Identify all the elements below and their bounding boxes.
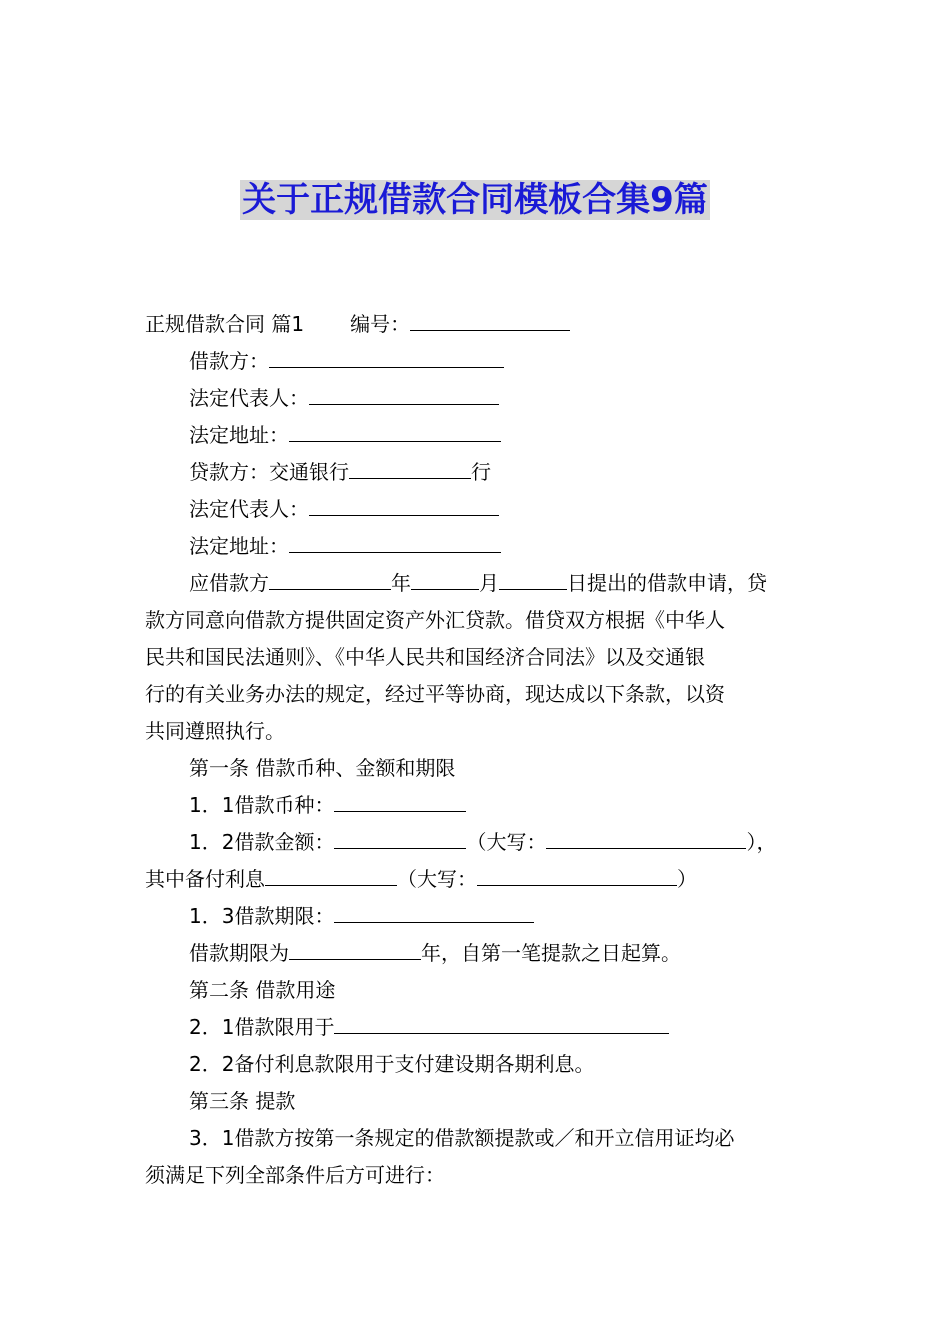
clause-1-2-cont <box>145 865 697 893</box>
legal-rep1-line <box>189 384 499 412</box>
term-text-a: 借款期限为 <box>189 941 289 965</box>
lender-blank <box>349 458 471 479</box>
para1-text-a: 应借款方 <box>189 571 269 595</box>
clause-3-1-line1: 3．1借款方按第一条规定的借款额提款或／和开立信用证均必 <box>189 1126 735 1150</box>
lender-line <box>189 458 491 486</box>
clause-2-1-label: 2．1借款限用于 <box>189 1015 335 1039</box>
interest-blank <box>265 865 397 886</box>
legal-rep2-label: 法定代表人： <box>189 497 309 521</box>
clause-1-1 <box>189 791 466 819</box>
term-line <box>189 939 681 967</box>
term-text-b: 年，自第一笔提款之日起算。 <box>421 941 681 965</box>
document-title <box>0 176 950 224</box>
lender-suffix: 行 <box>471 460 491 484</box>
legal-rep1-label: 法定代表人： <box>189 386 309 410</box>
address2-line <box>189 532 501 560</box>
interest-capital-blank <box>477 865 677 886</box>
para1-line1 <box>189 569 767 597</box>
amount-blank <box>334 828 466 849</box>
article2-heading: 第二条 借款用途 <box>189 978 336 1002</box>
legal-rep2-blank <box>309 495 499 516</box>
term-blank <box>334 902 534 923</box>
clause-1-3-label: 1．3借款期限： <box>189 904 335 928</box>
amount-capital-blank <box>546 828 746 849</box>
currency-blank <box>334 791 466 812</box>
borrower-line <box>189 347 504 375</box>
clause-1-3 <box>189 902 534 930</box>
address2-blank <box>289 532 501 553</box>
clause-1-1-label: 1．1借款币种： <box>189 793 335 817</box>
legal-rep2-line <box>189 495 499 523</box>
para1-line5: 共同遵照执行。 <box>145 719 285 743</box>
borrower-blank <box>269 347 504 368</box>
para1-text-b: 年 <box>391 571 411 595</box>
para1-line3: 民共和国民法通则》、《中华人民共和国经济合同法》以及交通银 <box>145 645 705 669</box>
lender-label: 贷款方：交通银行 <box>189 460 349 484</box>
contract-header <box>145 310 570 338</box>
address1-line <box>189 421 501 449</box>
number-label: 编号： <box>350 312 411 336</box>
legal-rep1-blank <box>309 384 499 405</box>
amount-capital-label: （大写： <box>466 830 547 854</box>
title-text: 关于正规借款合同模板合集9篇 <box>242 180 708 220</box>
clause-1-2-label: 1．2借款金额： <box>189 830 335 854</box>
para1-line4: 行的有关业务办法的规定，经过平等协商，现达成以下条款，以资 <box>145 682 725 706</box>
term-years-blank <box>289 939 421 960</box>
address1-label: 法定地址： <box>189 423 289 447</box>
interest-label: 其中备付利息 <box>145 867 265 891</box>
date-year-blank <box>269 569 391 590</box>
borrower-label: 借款方： <box>189 349 269 373</box>
address2-label: 法定地址： <box>189 534 289 558</box>
article3-heading: 第三条 提款 <box>189 1089 296 1113</box>
date-month-blank <box>411 569 479 590</box>
interest-capital-label: （大写： <box>397 867 477 891</box>
contract-label: 正规借款合同 篇1 <box>145 312 305 336</box>
para1-text-c: 月 <box>479 571 499 595</box>
article1-heading: 第一条 借款币种、金额和期限 <box>189 756 456 780</box>
interest-close: ） <box>677 867 697 891</box>
clause-1-2 <box>189 828 776 856</box>
number-blank <box>410 310 570 331</box>
clause-2-1 <box>189 1013 669 1041</box>
clause-3-1-line2: 须满足下列全部条件后方可进行： <box>145 1163 445 1187</box>
para1-line2: 款方同意向借款方提供固定资产外汇贷款。借贷双方根据《中华人 <box>145 608 725 632</box>
clause-2-2: 2．2备付利息款限用于支付建设期各期利息。 <box>189 1052 595 1076</box>
amount-close: ）， <box>746 830 777 854</box>
para1-text-d: 日提出的借款申请，贷 <box>567 571 767 595</box>
date-day-blank <box>499 569 567 590</box>
purpose-blank <box>334 1013 669 1034</box>
address1-blank <box>289 421 501 442</box>
